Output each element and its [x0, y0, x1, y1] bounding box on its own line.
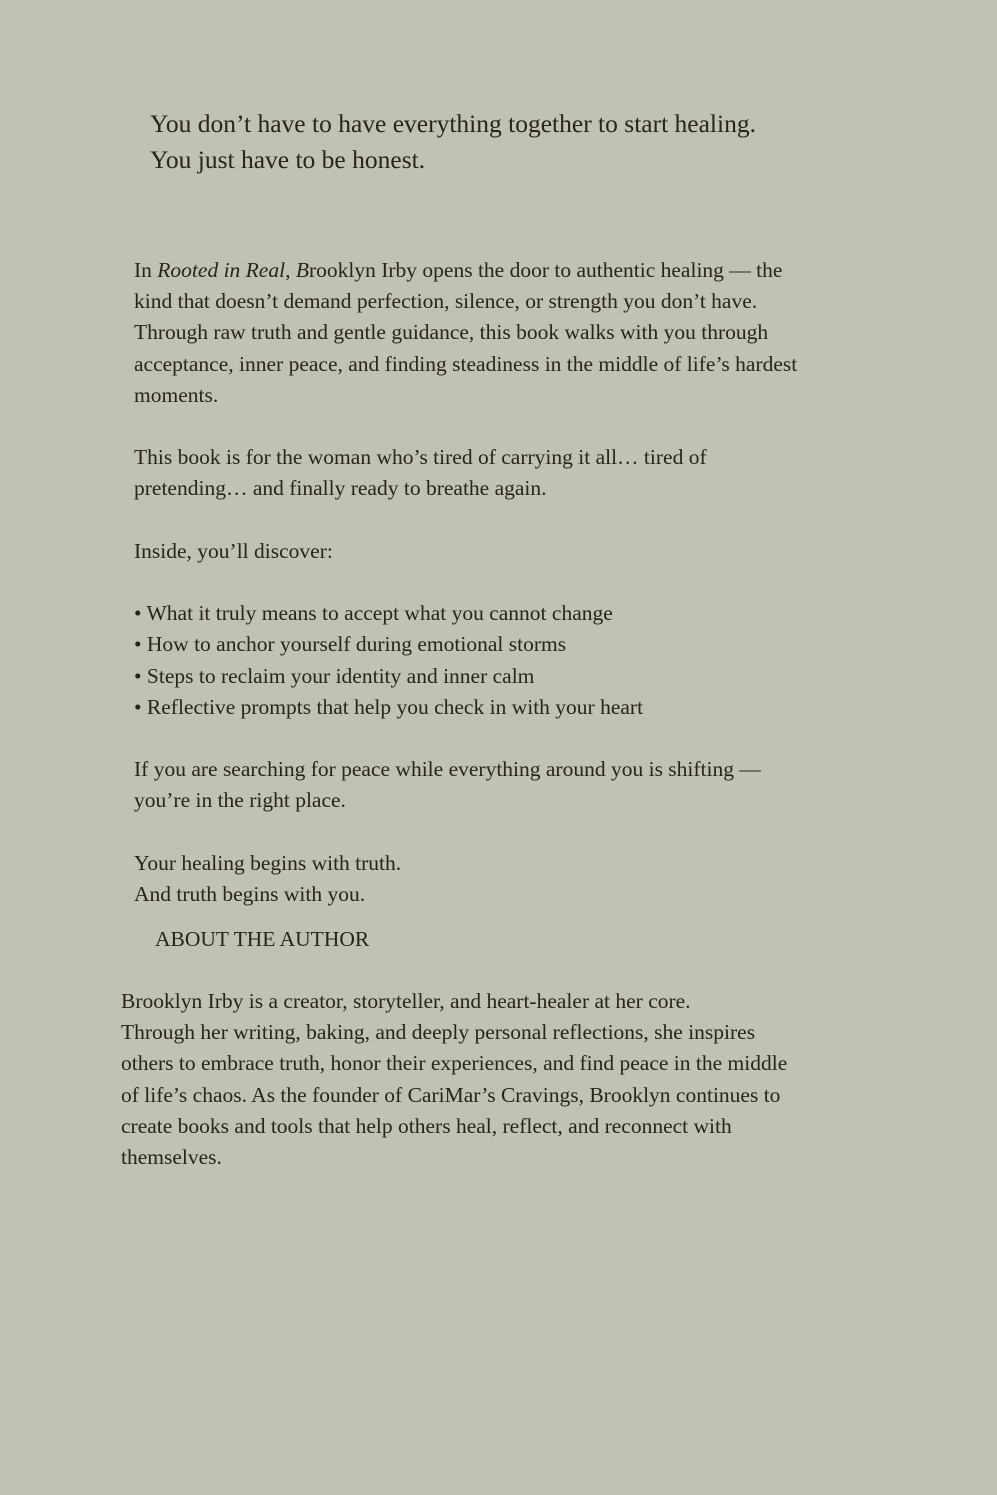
tagline-line-1: You don’t have to have everything together to start healing. [150, 109, 756, 138]
discover-list [134, 598, 934, 723]
list-item: • Steps to reclaim your identity and inner calm [134, 663, 535, 688]
list-item: • What it truly means to accept what you cannot change [134, 601, 613, 626]
tagline-line-2: You just have to be honest. [150, 145, 426, 174]
tagline [150, 106, 950, 178]
intro-prefix: In [134, 258, 158, 282]
intro-line-3: Through raw truth and gentle guidance, this book walks with you through [134, 320, 769, 345]
audience-line-2: pretending… and finally ready to breathe again. [134, 476, 547, 501]
inside-heading: Inside, you’ll discover: [134, 538, 333, 563]
closing-line-1: Your healing begins with truth. [134, 850, 402, 875]
closing-line-2: And truth begins with you. [134, 881, 366, 906]
audience-line-1: This book is for the woman who’s tired of carrying it all… tired of [134, 445, 707, 470]
intro-paragraph [134, 255, 934, 411]
searching-line-1: If you are searching for peace while everything around you is shifting — [134, 757, 761, 782]
list-item: • Reflective prompts that help you check in with your heart [134, 694, 644, 719]
searching-line-2: you’re in the right place. [134, 788, 346, 813]
bio-line: others to embrace truth, honor their experiences, and find peace in the middle [121, 1051, 788, 1076]
audience-paragraph [134, 442, 934, 504]
inside-section [134, 536, 934, 567]
intro-line-1-rest: rooklyn Irby opens the door to authentic healing — the [308, 258, 783, 282]
about-author-heading: ABOUT THE AUTHOR [155, 927, 370, 951]
book-title: Rooted in Real, B [157, 258, 309, 282]
list-item: • How to anchor yourself during emotional storms [134, 632, 567, 657]
bio-line: of life’s chaos. As the founder of CariMar’s Cravings, Brooklyn continues to [121, 1082, 781, 1107]
bio-line: themselves. [121, 1145, 222, 1170]
book-description [134, 255, 934, 941]
bio-line: create books and tools that help others heal, reflect, and reconnect with [121, 1113, 732, 1138]
intro-line-1 [134, 255, 934, 286]
intro-line-5: moments. [134, 382, 219, 407]
bio-line: Through her writing, baking, and deeply personal reflections, she inspires [121, 1020, 756, 1045]
intro-line-4: acceptance, inner peace, and finding steadiness in the middle of life’s hardest [134, 351, 798, 376]
bio-line: Brooklyn Irby is a creator, storyteller, and heart-healer at her core. [121, 989, 691, 1013]
intro-line-2: kind that doesn’t demand perfection, silence, or strength you don’t have. [134, 289, 758, 314]
searching-paragraph [134, 754, 934, 816]
closing-paragraph [134, 848, 934, 910]
author-bio [121, 986, 941, 1173]
